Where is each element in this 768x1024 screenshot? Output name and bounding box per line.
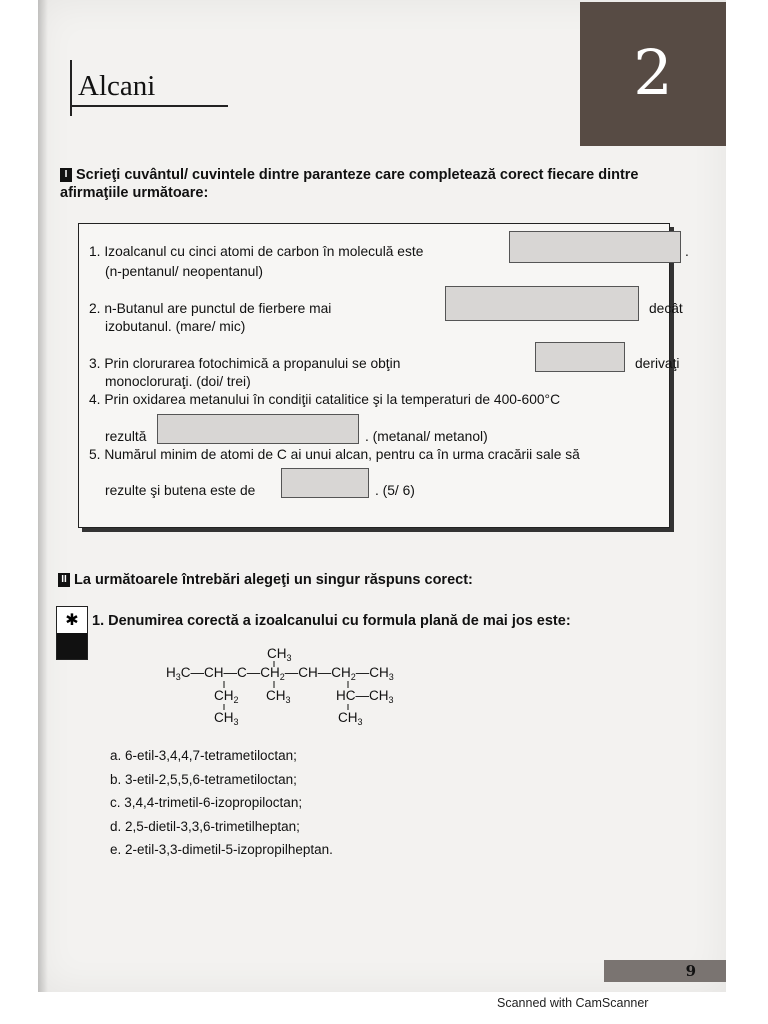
- question-1: 1. Denumirea corectă a izoalcanului cu formula plană de mai jos este:: [92, 613, 571, 629]
- formula-ch3-sub2: $CH_3$: [214, 710, 239, 726]
- item-3: 3. Prin clorurarea fotochimică a propanului se obţin: [89, 356, 401, 371]
- option-d[interactable]: d. 2,5-dietil-3,3,6-trimetilheptan;: [110, 818, 300, 834]
- difficulty-badge: [56, 606, 88, 660]
- title-vertical-rule: [70, 60, 72, 116]
- formula-ch3-top: $CH_3$: [267, 646, 292, 663]
- item-2: 2. n-Butanul are punctul de fierbere mai: [89, 301, 332, 316]
- answer-options: [110, 744, 333, 862]
- scanner-watermark: Scanned with CamScanner: [497, 996, 649, 1010]
- section-2-text: La următoarele întrebări alegeţi un singur răspuns corect:: [74, 572, 473, 588]
- option-c[interactable]: c. 3,4,4-trimetil-6-izopropiloctan;: [110, 795, 303, 810]
- chapter-number: 2: [633, 36, 673, 109]
- formula-hc-sub: $HC—CH_3$: [336, 688, 394, 705]
- item-1-blank[interactable]: [509, 231, 681, 263]
- section-1-instruction: [60, 166, 670, 202]
- title-underline: [70, 105, 228, 107]
- item-2-blank[interactable]: [445, 286, 639, 321]
- item-5-blank[interactable]: [281, 468, 369, 498]
- item-3-options: monocloruraţi. (doi/ trei): [105, 374, 251, 389]
- item-1-options: (n-pentanul/ neopentanul): [105, 264, 264, 279]
- item-1-end: .: [685, 244, 689, 259]
- option-b[interactable]: b. 3-etil-2,5,5,6-tetrametiloctan;: [110, 771, 297, 787]
- section-2-instruction: [58, 572, 473, 588]
- page-title: Alcani: [78, 70, 156, 102]
- star-icon: ✱: [65, 612, 79, 629]
- item-4-prefix: rezultă: [105, 429, 147, 444]
- item-5: 5. Numărul minim de atomi de C ai unui alcan, pentru ca în urma cracării sale să: [89, 447, 580, 462]
- chapter-box: [580, 2, 726, 146]
- item-1-text: 1. Izoalcanul cu cinci atomi de carbon în moleculă este: [89, 244, 424, 259]
- book-page: [38, 0, 726, 992]
- item-5-options: . (5/ 6): [375, 483, 415, 498]
- item-5-prefix: rezulte şi butena este de: [105, 483, 256, 498]
- formula-ch2-sub: $CH_2$: [214, 688, 239, 705]
- item-4-blank[interactable]: [157, 414, 359, 444]
- option-a[interactable]: a. 6-etil-3,4,4,7-tetrametiloctan;: [110, 748, 297, 763]
- item-2-end: decât: [649, 301, 683, 316]
- formula-ch3-sub1: $CH_3$: [266, 688, 291, 705]
- page-number: 9: [685, 962, 696, 980]
- structural-formula: [166, 636, 466, 726]
- fill-in-box: [78, 223, 689, 528]
- formula-h3c: $H_3C—CH—C—CH_2—CH—CH_2—CH_3$: [166, 665, 394, 682]
- item-2-options: izobutanul. (mare/ mic): [105, 319, 246, 334]
- page-edge-shadow: [38, 0, 48, 992]
- item-4: 4. Prin oxidarea metanului în condiţii catalitice şi la temperaturi de 400-600°C: [89, 392, 561, 407]
- formula-ch3-sub3: $CH_3$: [338, 710, 363, 726]
- option-e[interactable]: e. 2-etil-3,3-dimetil-5-izopropilheptan.: [110, 842, 333, 857]
- section-1-text: Scrieţi cuvântul/ cuvintele dintre paranteze care completează corect fiecare dintre afirmaţiile următoare:: [60, 167, 639, 201]
- section-1-marker: I: [60, 168, 72, 182]
- difficulty-badge-fill: [57, 633, 87, 659]
- item-4-options: . (metanal/ metanol): [365, 429, 488, 444]
- section-2-marker: II: [58, 573, 70, 587]
- page-number-bar: [604, 960, 726, 982]
- item-3-blank[interactable]: [535, 342, 625, 372]
- item-3-end: derivaţi: [635, 356, 680, 371]
